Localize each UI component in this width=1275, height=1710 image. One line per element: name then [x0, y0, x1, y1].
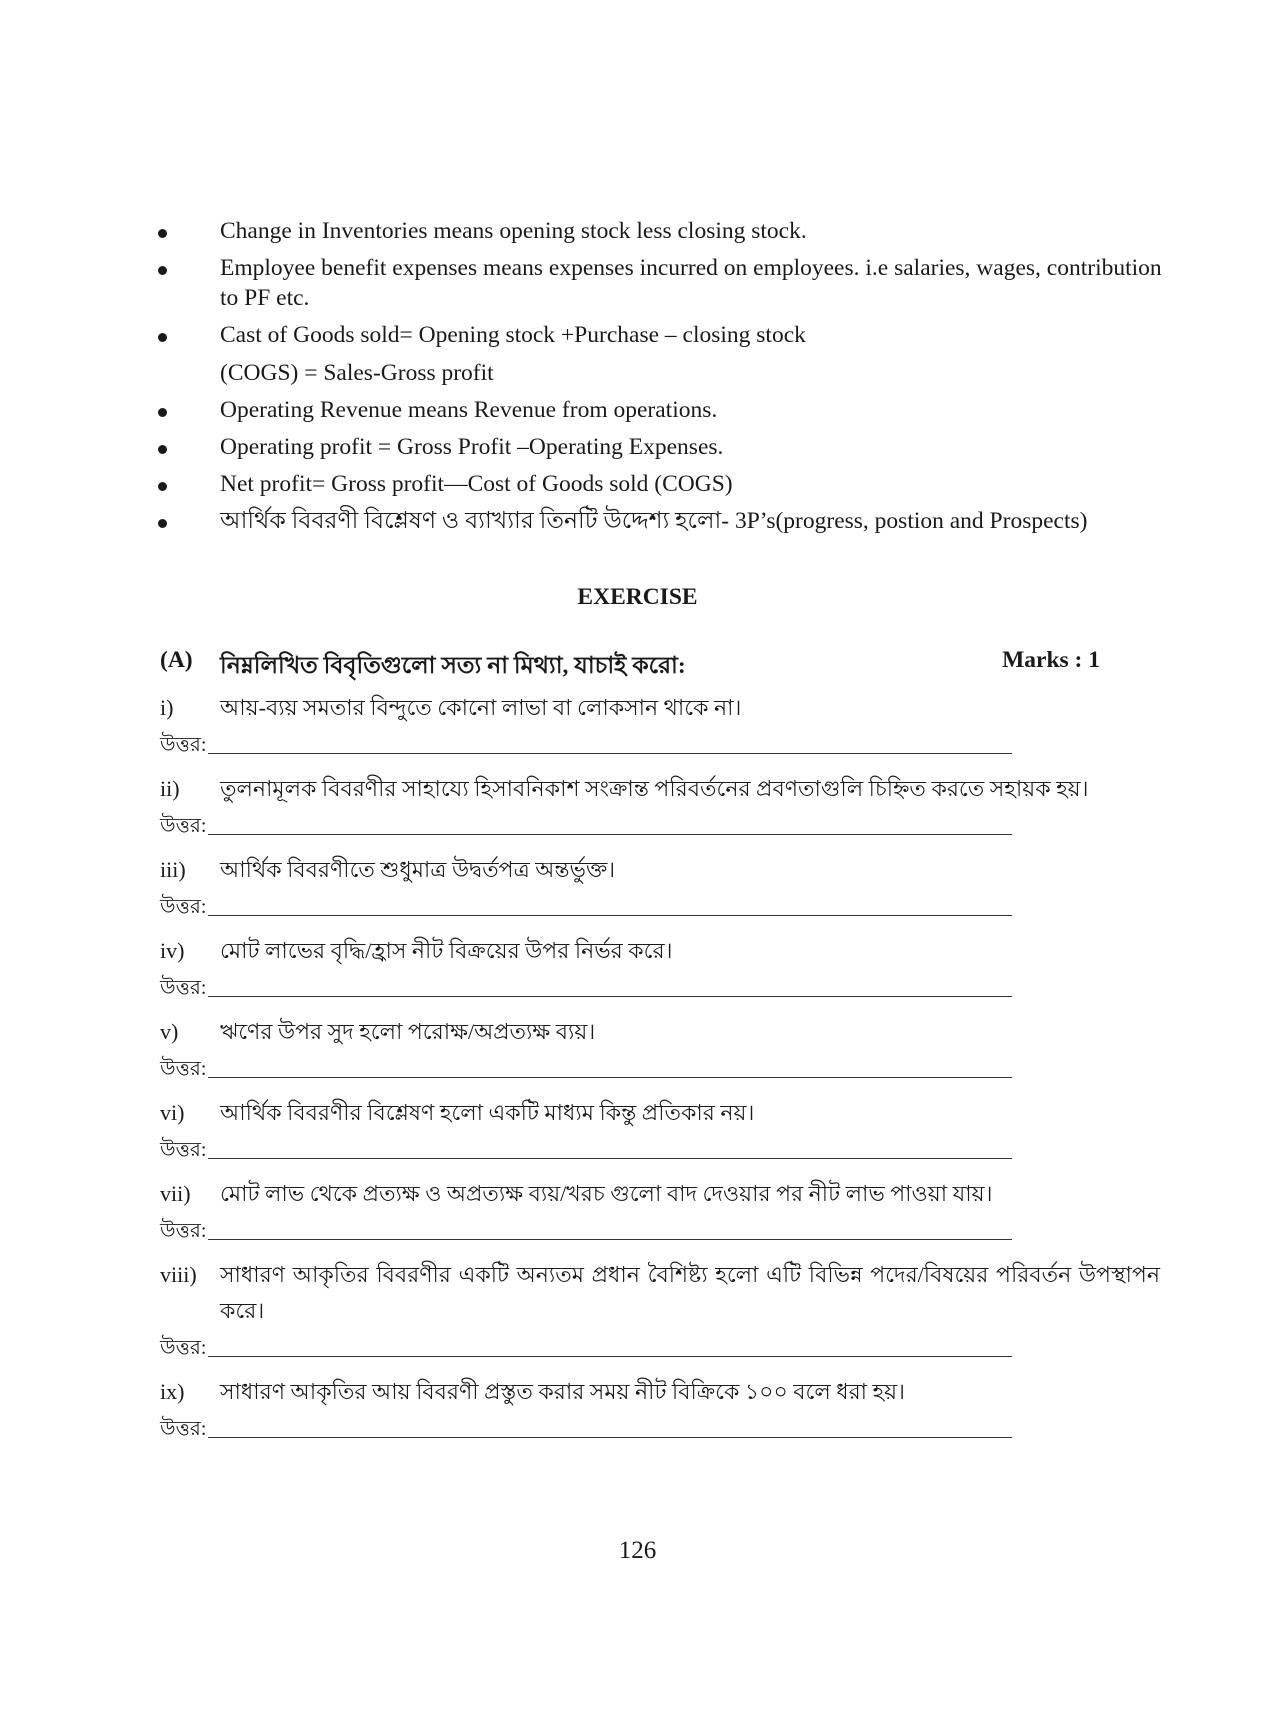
- bullet-dot-icon: [158, 333, 167, 342]
- answer-blank[interactable]: [208, 1356, 1012, 1357]
- bullet-item: [158, 253, 1168, 313]
- question-text: আয়-ব্যয় সমতার বিন্দুতে কোনো লাভা বা লোকসান থাকে না।: [220, 695, 742, 720]
- answer-line[interactable]: [160, 969, 1160, 1007]
- question-statement: [160, 1095, 1160, 1131]
- answer-line[interactable]: [160, 1410, 1160, 1448]
- bullet-dot-icon: [158, 482, 167, 491]
- question-statement: [160, 933, 1160, 969]
- question-number: v): [160, 1019, 179, 1044]
- bullet-dot-icon: [158, 519, 167, 528]
- bullet-text: Net profit= Gross profit—Cost of Goods sold (COGS): [220, 471, 733, 497]
- bullet-text: Employee benefit expenses means expenses incurred on employees. i.e salaries, wages, contribution to PF etc.: [220, 255, 1162, 311]
- answer-blank[interactable]: [208, 996, 1012, 997]
- answer-blank[interactable]: [208, 753, 1012, 754]
- bullet-item: [158, 216, 1168, 246]
- answer-blank[interactable]: [208, 1077, 1012, 1078]
- section-header: [160, 647, 1100, 679]
- answer-label: উত্তর:: [160, 896, 207, 918]
- answer-blank[interactable]: [208, 915, 1012, 916]
- question-text: মোট লাভ থেকে প্রত্যক্ষ ও অপ্রত্যক্ষ ব্যয়/খরচ গুলো বাদ দেওয়ার পর নীট লাভ পাওয়া যায়।: [220, 1181, 993, 1206]
- question-number: ii): [160, 776, 180, 801]
- bullet-text: Change in Inventories means opening stock less closing stock.: [220, 218, 807, 244]
- exercise-heading: EXERCISE: [577, 584, 698, 610]
- bullet-dot-icon: [158, 266, 167, 275]
- question-text: আর্থিক বিবরণীতে শুধুমাত্র উদ্বর্তপত্র অন্তর্ভুক্ত।: [220, 857, 616, 882]
- question-item: [160, 852, 1160, 926]
- question-number: ix): [160, 1379, 185, 1404]
- answer-label: উত্তর:: [160, 1058, 207, 1080]
- question-number: iv): [160, 938, 185, 963]
- answer-line[interactable]: [160, 1050, 1160, 1088]
- bullet-text: Operating Revenue means Revenue from operations.: [220, 397, 718, 423]
- question-text: মোট লাভের বৃদ্ধি/হ্রাস নীট বিক্রয়ের উপর নির্ভর করে।: [220, 938, 673, 963]
- answer-label: উত্তর:: [160, 734, 207, 756]
- question-list: [160, 690, 1160, 1455]
- section-label: (A): [160, 647, 193, 673]
- answer-blank[interactable]: [208, 834, 1012, 835]
- question-statement: [160, 1257, 1160, 1329]
- question-statement: [160, 1176, 1160, 1212]
- bullet-item: [158, 469, 1168, 499]
- question-item: [160, 933, 1160, 1007]
- answer-line[interactable]: [160, 1329, 1160, 1367]
- bullet-dot-icon: [158, 229, 167, 238]
- bullet-subtext: (COGS) = Sales-Gross profit: [220, 360, 494, 386]
- summary-bullet-list: [158, 216, 1168, 543]
- bullet-dot-icon: [158, 408, 167, 417]
- section-marks: Marks : 1: [1002, 647, 1100, 673]
- bullet-text: Operating profit = Gross Profit –Operating Expenses.: [220, 434, 724, 460]
- question-item: [160, 1014, 1160, 1088]
- question-statement: [160, 771, 1160, 807]
- question-text: সাধারণ আকৃতির আয় বিবরণী প্রস্তুত করার সময় নীট বিক্রিকে ১০০ বলে ধরা হয়।: [220, 1379, 905, 1404]
- bullet-text: Cast of Goods sold= Opening stock +Purchase – closing stock: [220, 322, 806, 348]
- answer-blank[interactable]: [208, 1437, 1012, 1438]
- question-item: [160, 1374, 1160, 1448]
- question-item: [160, 771, 1160, 845]
- bullet-text: আর্থিক বিবরণী বিশ্লেষণ ও ব্যাখ্যার তিনটি উদ্দেশ্য হলো- 3P’s(progress, postion and Prospects): [220, 508, 1088, 534]
- answer-blank[interactable]: [208, 1158, 1012, 1159]
- bullet-item: [158, 506, 1168, 536]
- question-number: vii): [160, 1181, 191, 1206]
- question-text: সাধারণ আকৃতির বিবরণীর একটি অন্যতম প্রধান বৈশিষ্ট্য হলো এটি বিভিন্ন পদের/বিষয়ের পরিবর্তন উপস্থাপন করে।: [220, 1262, 1160, 1323]
- question-item: [160, 1095, 1160, 1169]
- page-number: 126: [618, 1537, 657, 1564]
- bullet-item: [158, 395, 1168, 425]
- bullet-item: [158, 320, 1168, 388]
- answer-line[interactable]: [160, 807, 1160, 845]
- question-item: [160, 1176, 1160, 1250]
- question-number: vi): [160, 1100, 185, 1125]
- question-item: [160, 690, 1160, 764]
- question-number: viii): [160, 1262, 197, 1287]
- question-number: i): [160, 695, 174, 720]
- question-number: iii): [160, 857, 186, 882]
- answer-line[interactable]: [160, 888, 1160, 926]
- section-instruction: নিম্নলিখিত বিবৃতিগুলো সত্য না মিথ্যা, যাচাই করো:: [220, 653, 686, 679]
- bullet-dot-icon: [158, 445, 167, 454]
- answer-label: উত্তর:: [160, 815, 207, 837]
- question-text: তুলনামূলক বিবরণীর সাহায্যে হিসাবনিকাশ সংক্রান্ত পরিবর্তনের প্রবণতাগুলি চিহ্নিত করতে সহায়ক হয়।: [220, 776, 1089, 801]
- answer-blank[interactable]: [208, 1239, 1012, 1240]
- question-statement: [160, 1374, 1160, 1410]
- question-item: [160, 1257, 1160, 1367]
- question-statement: [160, 1014, 1160, 1050]
- question-text: আর্থিক বিবরণীর বিশ্লেষণ হলো একটি মাধ্যম কিন্তু প্রতিকার নয়।: [220, 1100, 755, 1125]
- answer-label: উত্তর:: [160, 977, 207, 999]
- answer-label: উত্তর:: [160, 1337, 207, 1359]
- answer-label: উত্তর:: [160, 1220, 207, 1242]
- answer-line[interactable]: [160, 1212, 1160, 1250]
- answer-label: উত্তর:: [160, 1418, 207, 1440]
- bullet-item: [158, 432, 1168, 462]
- answer-label: উত্তর:: [160, 1139, 207, 1161]
- answer-line[interactable]: [160, 1131, 1160, 1169]
- question-text: ঋণের উপর সুদ হলো পরোক্ষ/অপ্রত্যক্ষ ব্যয়।: [220, 1019, 596, 1044]
- question-statement: [160, 852, 1160, 888]
- answer-line[interactable]: [160, 726, 1160, 764]
- question-statement: [160, 690, 1160, 726]
